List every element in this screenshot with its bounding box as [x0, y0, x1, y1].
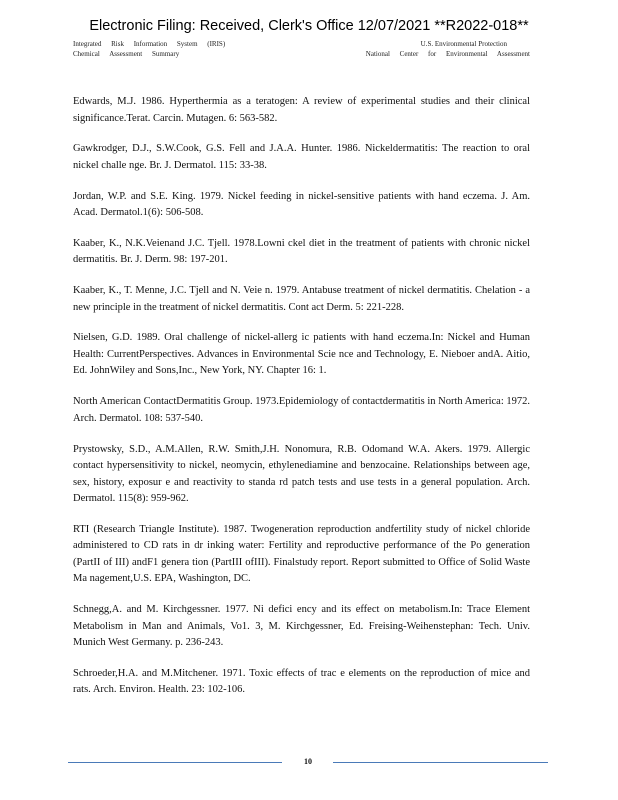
- header-agency: U.S. Environmental Protection: [420, 40, 507, 48]
- reference-entry: Edwards, M.J. 1986. Hyperthermia as a teratogen: A review of experimental studies and their clinical significance.Terat. Carcin. Mutagen. 6: 563-582.: [73, 96, 530, 124]
- reference-list: [73, 94, 530, 713]
- filing-stamp: Electronic Filing: Received, Clerk's Office 12/07/2021 **R2022-018**: [89, 18, 529, 34]
- footer-rule-right: [333, 762, 548, 763]
- reference-entry: Schnegg,A. and M. Kirchgessner. 1977. Ni defici ency and its effect on metabolism.In: Trace Element Metabolism in Man and Animals, Vo1. 3, M. Kirchgessner, Ed. Freising-Weihenstephan: Tech. Univ. Munich West Germany. p. 236-243.: [73, 604, 530, 649]
- reference-entry: Nielsen, G.D. 1989. Oral challenge of nickel-allerg ic patients with hand eczema.In: Nickel and Human Health: CurrentPerspectives. Advances in Environmental Scie nce and Technology, E. Nieboer andA. Aitio, Ed. JohnWiley and Sons,Inc., New York, NY. Chapter 16: 1.: [73, 332, 530, 377]
- header-document-type: Chemical Assessment Summary: [73, 50, 180, 58]
- reference-entry: Prystowsky, S.D., A.M.Allen, R.W. Smith,J.H. Nonomura, R.B. Odomand W.A. Akers. 1979. Allergic contact hypersensitivity to nickel, neomycin, ethylenediamine and benzocaine. Relationships between age, sex, history, exposur e and reactivity to standa rd patch tests and use tests in a general population. Arch. Dermatol. 115(8): 959-962.: [73, 443, 530, 505]
- header-center: National Center for Environmental Assessment: [365, 50, 530, 58]
- header-system-name: Integrated Risk Information System (IRIS): [73, 40, 226, 48]
- reference-entry: Gawkrodger, D.J., S.W.Cook, G.S. Fell and J.A.A. Hunter. 1986. Nickeldermatitis: The reaction to oral nickel challe nge. Br. J. Dermatol. 115: 33-38.: [73, 143, 530, 171]
- reference-entry: North American ContactDermatitis Group. 1973.Epidemiology of contactdermatitis in North America: 1972. Arch. Dermatol. 108: 537-540.: [73, 396, 530, 424]
- reference-entry: Schroeder,H.A. and M.Mitchener. 1971. Toxic effects of trac e elements on the reproduction of mice and rats. Arch. Environ. Health. 23: 102-106.: [73, 667, 530, 696]
- reference-entry: Kaaber, K., N.K.Veienand J.C. Tjell. 1978.Lowni ckel diet in the treatment of patients with chronic nickel dermatitis. Br. J. Derm. 98: 197-201.: [73, 237, 530, 266]
- reference-entry: RTI (Research Triangle Institute). 1987. Twogeneration reproduction andfertility study of nickel chloride administered to CD rats in dr inking water: Fertility and reproductive performance of the Po generation (PartII of III) andF1 genera tion (PartIII ofIII). Finalstudy report. Report submitted to Office of Solid Waste Ma nagement,U.S. EPA, Washington, DC.: [73, 523, 530, 585]
- reference-entry: Jordan, W.P. and S.E. King. 1979. Nickel feeding in nickel-sensitive patients with hand eczema. J. Am. Acad. Dermatol.1(6): 506-508.: [73, 190, 530, 219]
- reference-entry: Kaaber, K., T. Menne, J.C. Tjell and N. Veie n. 1979. Antabuse treatment of nickel dermatitis. Chelation - a new principle in the treatment of nickel dermatitis. Cont act Derm. 5: 221-228.: [73, 285, 530, 313]
- footer-rule-left: [68, 762, 282, 763]
- page-number: 10: [304, 757, 312, 766]
